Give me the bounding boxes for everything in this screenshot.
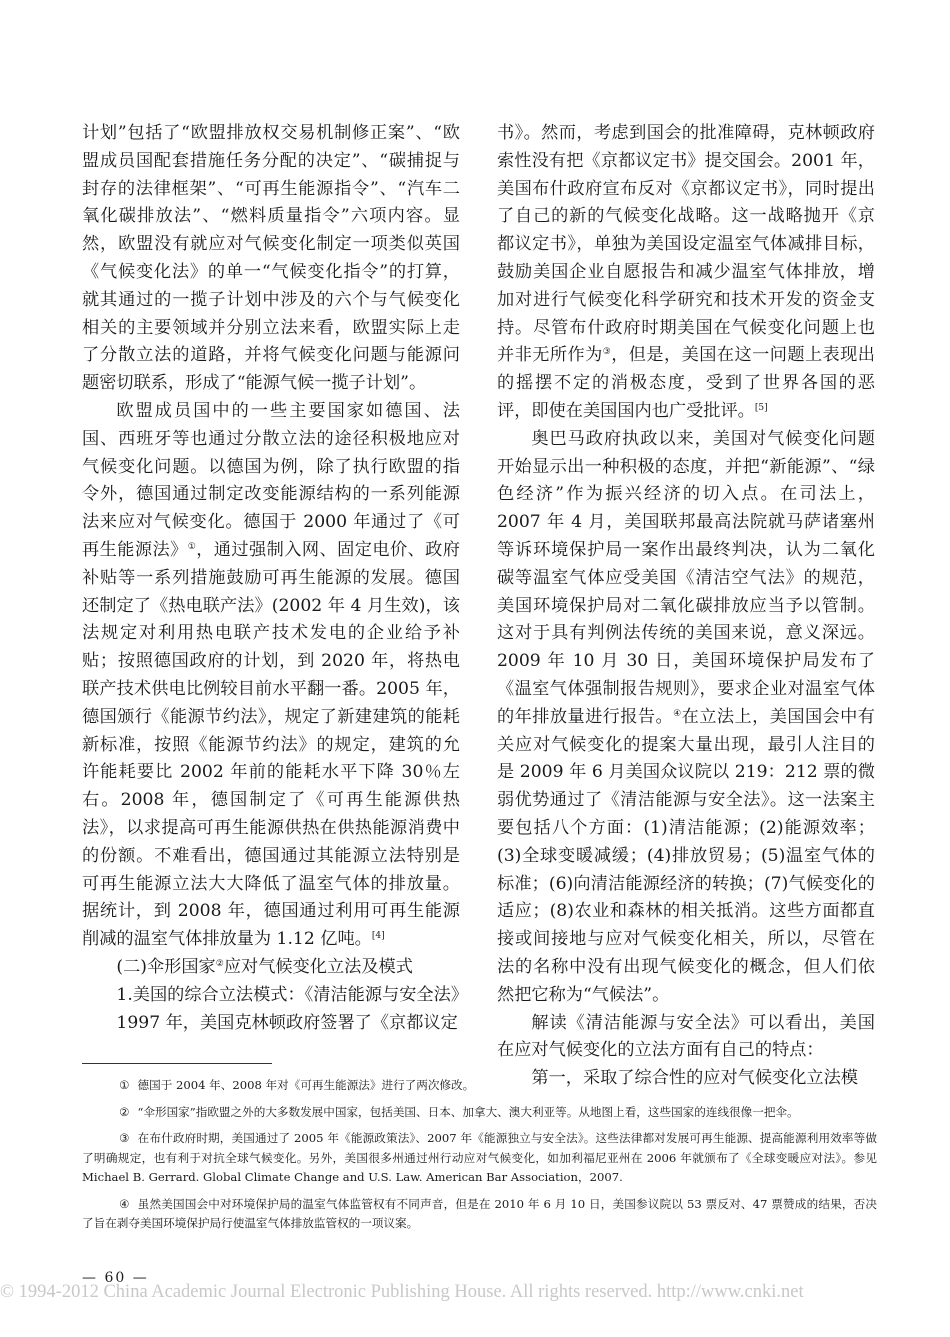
citation-ref-4: [4] (371, 931, 385, 942)
right-paragraph-2-text-b: 在立法上，美国国会中有关应对气候变化的提案大量出现，最引人注目的是 2009 年 6 月美国众议院以 219：212 票的微弱优势通过了《清洁能源与安全法》。这一法案主要包括八个方面：(1)清洁能源；(2)能源效率；(3)全球变暖减缓；(4)排放贸易；(5)温室气体的标准；(6)向清洁能源经济的转换；(7)气候变化的适应；(8)农业和森林的相关抵消。这些方面都直接或间接地与应对气候变化相关，所以，尽管在法的名称中没有出现气候变化的概念，但人们依然把它称为“气候法”。 (497, 706, 875, 1005)
page-number: — 60 — (82, 1270, 149, 1286)
footnote-item (82, 1195, 877, 1234)
left-paragraph-1: 计划”包括了“欧盟排放权交易机制修正案”、“欧盟成员国配套措施任务分配的决定”、“碳捕捉与封存的法律框架”、“可再生能源指令”、“汽车二氧化碳排放法”、“燃料质量指令”六项内容。显然，欧盟没有就应对气候变化制定一项类似英国《气候变化法》的单一“气候变化指令”的打算，就其通过的一揽子计划中涉及的六个与气候变化相关的主要领域并分别立法来看，欧盟实际上走了分散立法的道路，并将气候变化问题与能源问题密切联系，形成了“能源气候一揽子计划”。 (82, 123, 460, 394)
footnote-mark: ④ (119, 1196, 130, 1211)
copyright-watermark (0, 1282, 950, 1303)
footnote-item (82, 1076, 877, 1096)
right-paragraph-2-text-a: 奥巴马政府执政以来，美国对气候变化问题开始显示出一种积极的态度，并把“新能源”、“绿色经济”作为振兴经济的切入点。在司法上，2007 年 4 月，美国联邦最高法院就马萨诸塞州等诉环境保护局一案作出最终判决，认为二氧化碳等温室气体应受美国《清洁空气法》的规范，美国环境保护局对二氧化碳排放应当予以管制。这对于具有判例法传统的美国来说，意义深远。2009 年 10 月 30 日，美国环境保护局发布了《温室气体强制报告规则》，要求企业对温室气体的年排放量进行报告。 (497, 428, 875, 727)
right-column (497, 120, 875, 1093)
right-paragraph-2 (497, 426, 875, 1010)
right-paragraph-4: 第一，采取了综合性的应对气候变化立法模 (531, 1068, 858, 1089)
right-paragraph-1 (497, 120, 875, 426)
subsection-heading: 1.美国的综合立法模式：《清洁能源与安全法》 (116, 984, 468, 1005)
right-paragraph-1-text-b: ，但是，美国在这一问题上表现出的摇摆不定的消极态度，受到了世界各国的恶评，即使在美国国内也广受批评。 (497, 345, 875, 421)
right-paragraph-3: 解读《清洁能源与安全法》可以看出，美国在应对气候变化的立法方面有自己的特点： (497, 1012, 875, 1061)
left-paragraph-2-text-a: 欧盟成员国中的一些主要国家如德国、法国、西班牙等也通过分散立法的途径积极地应对气候变化问题。以德国为例，除了执行欧盟的指令外，德国通过制定改变能源结构的一系列能源法来应对气候变化。德国于 2000 年通过了《可再生能源法》 (82, 400, 460, 560)
footnote-text: 德国于 2004 年、2008 年对《可再生能源法》进行了两次修改。 (137, 1078, 475, 1092)
footnotes (82, 1076, 877, 1241)
footnote-mark: ③ (119, 1131, 130, 1145)
section-heading-text-a: (二)伞形国家 (116, 956, 216, 977)
footnote-ref-1: ① (187, 541, 197, 552)
footnote-text: 在布什政府时期，美国通过了 2005 年《能源政策法》、2007 年《能源独立与安全法》。这些法律都对发展可再生能源、提高能源利用效率等做了明确规定，也有利于对抗全球气候变化。另外，美国很多州通过州行动应对气候变化，如加利福尼亚州在 2006 年就颁布了《全球变暖应对法》。参见 Michael B. Gerrard. Global Climate Change and U.S. Law. American Bar Association，2007. (82, 1131, 877, 1184)
footnote-mark: ② (119, 1104, 130, 1119)
left-paragraph-3: 1997 年，美国克林顿政府签署了《京都议定 (116, 1012, 458, 1033)
footnote-ref-4: ④ (673, 708, 682, 719)
footnote-item (82, 1103, 877, 1123)
footnote-ref-2: ② (215, 958, 224, 969)
footnote-text: “伞形国家”指欧盟之外的大多数发展中国家，包括美国、日本、加拿大、澳大利亚等。从地图上看，这些国家的连线很像一把伞。 (137, 1104, 799, 1119)
left-paragraph-2-text-b: ，通过强制入网、固定电价、政府补贴等一系列措施鼓励可再生能源的发展。德国还制定了《热电联产法》(2002 年 4 月生效)，该法规定对利用热电联产技术发电的企业给予补贴；按照德国政府的计划，到 2020 年，将热电联产技术供电比例较目前水平翻一番。2005 年，德国颁行《能源节约法》，规定了新建建筑的能耗新标准，按照《能源节约法》的规定，建筑的允许能耗要比 2002 年前的能耗水平下降 30％左右。2008 年，德国制定了《可再生能源供热法》，以求提高可再生能源供热在供热能源消费中的份额。不难看出，德国通过其能源立法特别是可再生能源立法大大降低了温室气体的排放量。据统计，到 2008 年，德国通过利用可再生能源削减的温室气体排放量为 1.12 亿吨。 (82, 539, 460, 950)
citation-ref-5: [5] (754, 402, 768, 413)
left-column (82, 120, 468, 1037)
right-paragraph-1-text-a: 书》。然而，考虑到国会的批准障碍，克林顿政府索性没有把《京都议定书》提交国会。2001 年，美国布什政府宣布反对《京都议定书》，同时提出了自己的新的气候变化战略。这一战略抛开《京都议定书》，单独为美国设定温室气体减排目标，鼓励美国企业自愿报告和减少温室气体排放，增加对进行气候变化科学研究和技术开发的资金支持。尽管布什政府时期美国在气候变化问题上也并非无所作为 (497, 123, 875, 366)
footnote-text: 虽然美国国会中对环境保护局的温室气体监管权有不同声音，但是在 2010 年 6 月 10 日，美国参议院以 53 票反对、47 票赞成的结果，否决了旨在剥夺美国环境保护局行使温室气体排放监管权的一项议案。 (82, 1196, 877, 1230)
left-paragraph-2 (82, 398, 460, 954)
section-heading-text-b: 应对气候变化立法及模式 (223, 956, 413, 977)
copyright-text: © 1994-2012 China Academic Journal Electronic Publishing House. All rights reserved. http://www.cnki.net (0, 1282, 804, 1302)
footnote-divider (82, 1063, 272, 1064)
footnote-mark: ① (119, 1078, 130, 1092)
footnote-ref-3: ③ (602, 347, 612, 358)
section-heading (82, 954, 460, 982)
footnote-item (82, 1129, 877, 1188)
